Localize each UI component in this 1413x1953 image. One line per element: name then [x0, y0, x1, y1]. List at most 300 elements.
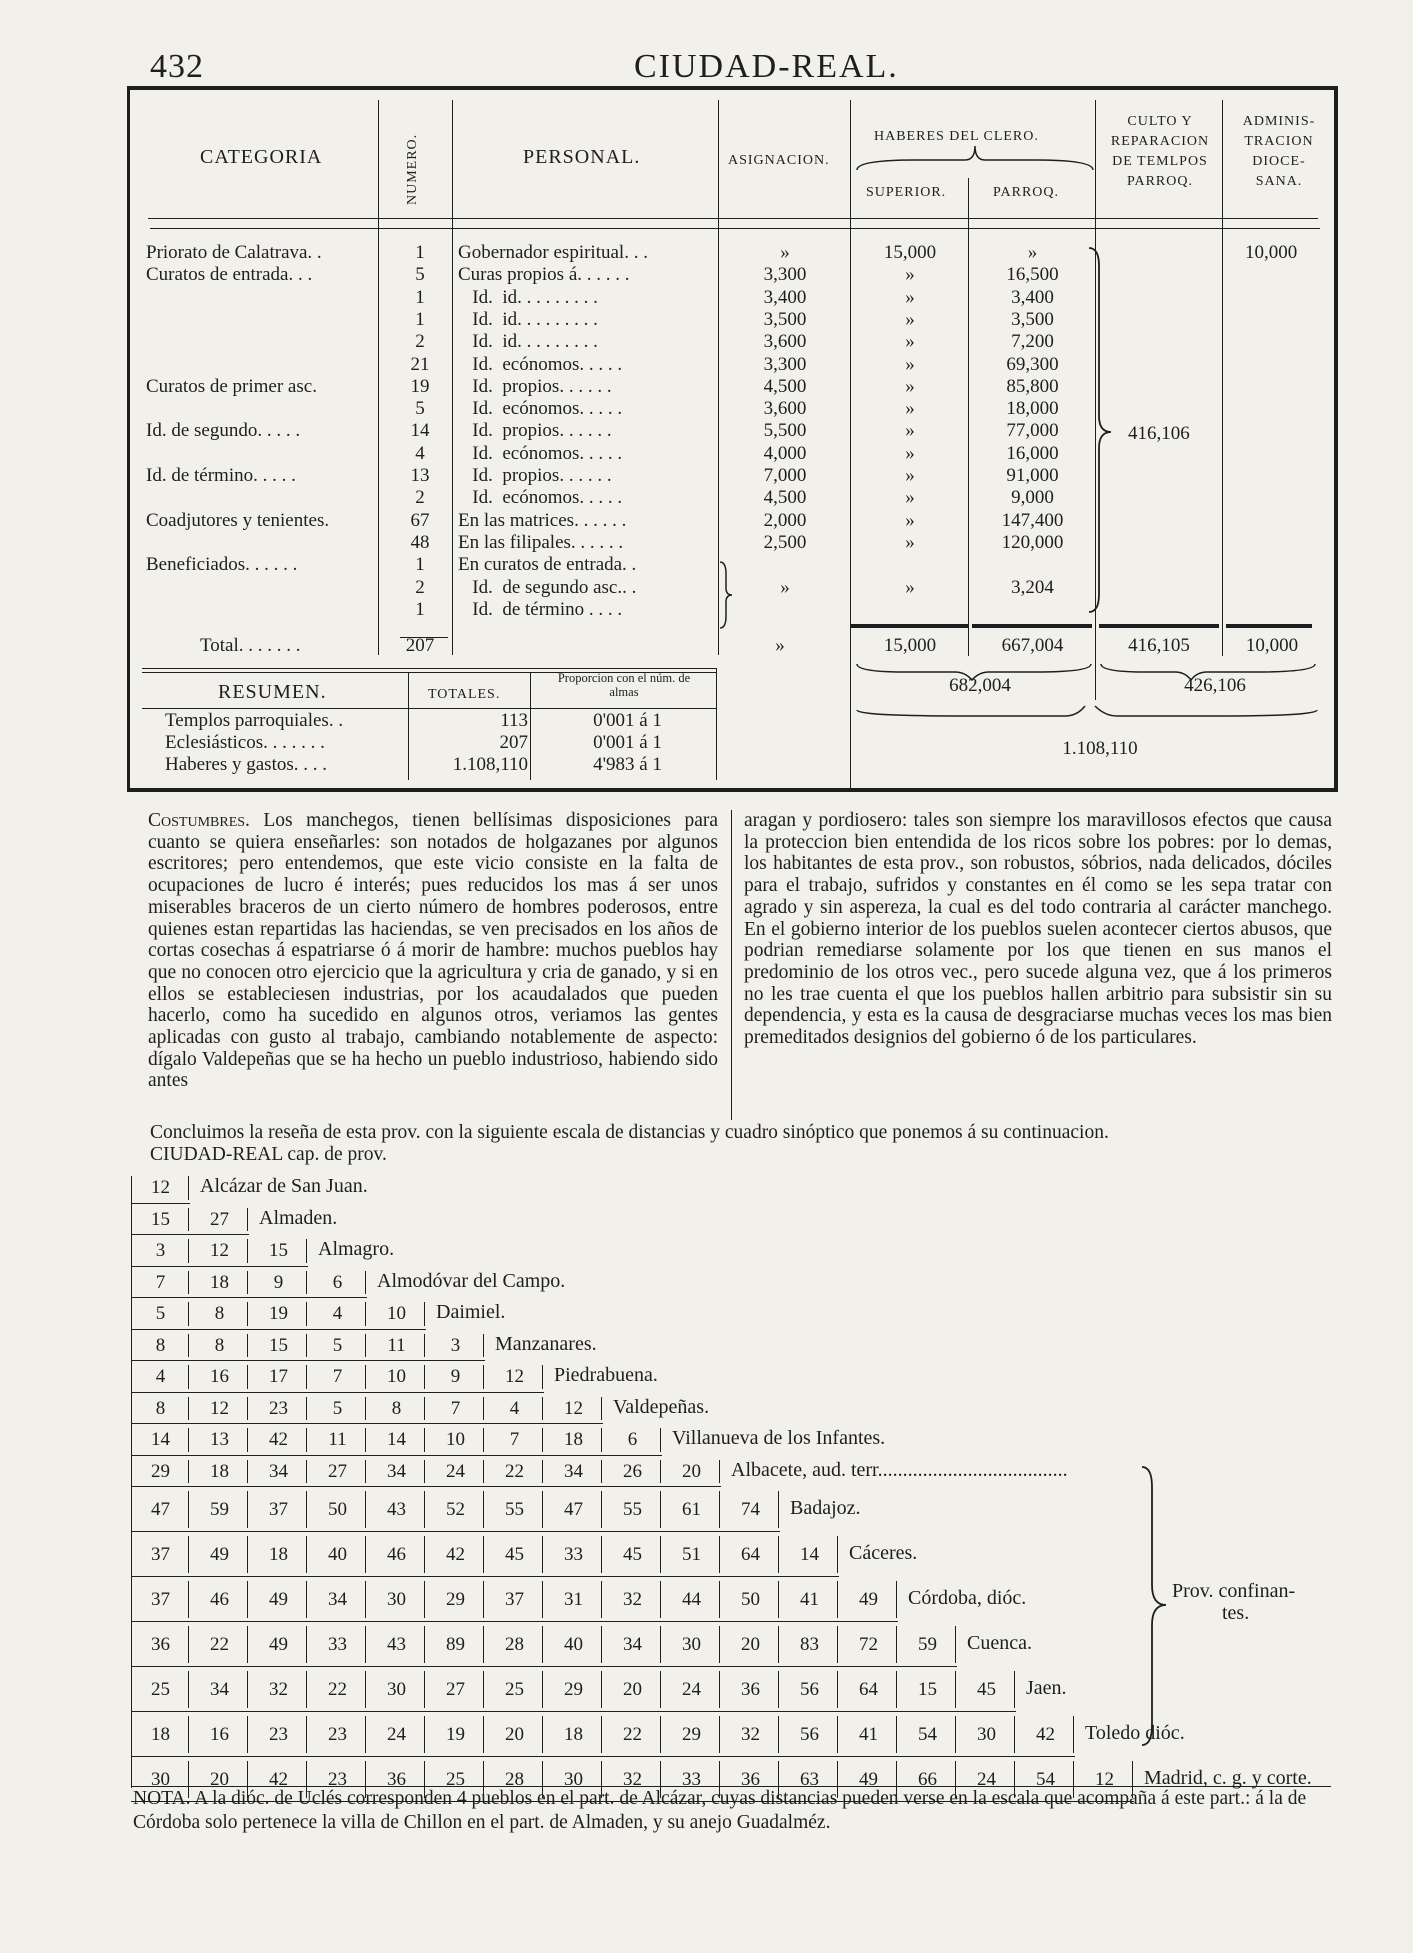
scale-row: [0, 1361, 1200, 1393]
resumen-proporcion-line: almas: [609, 685, 639, 699]
scale-distance: 47: [564, 1499, 583, 1520]
scale-separator: [365, 1334, 366, 1358]
scale-separator: [542, 1581, 543, 1618]
header-rule: [150, 228, 1320, 229]
scale-distance: 32: [623, 1589, 642, 1610]
scale-separator: [601, 1626, 602, 1663]
scale-town-name: Córdoba, dióc.: [908, 1587, 1027, 1609]
scale-distance: 89: [446, 1634, 465, 1655]
row-category: Beneficiados. . . . . .: [146, 554, 298, 576]
row-personal: Id. id. . . . . . . . .: [458, 286, 598, 308]
scale-separator: [542, 1365, 543, 1389]
row-parroquial: 3,400: [1011, 286, 1054, 308]
scale-distance: 15: [269, 1334, 288, 1356]
scale-distance: 34: [387, 1460, 406, 1482]
scale-distance: 9: [273, 1271, 284, 1293]
row-number: 1: [415, 598, 425, 620]
scale-separator: [247, 1334, 248, 1358]
scale-distance: 16: [210, 1724, 229, 1745]
scale-separator: [483, 1716, 484, 1753]
scale-separator: [188, 1176, 189, 1200]
total-asig: »: [775, 635, 785, 656]
scale-separator: [306, 1491, 307, 1528]
scale-separator: [542, 1460, 543, 1484]
scale-distance: 30: [387, 1589, 406, 1610]
scale-town-name: Almodóvar del Campo.: [377, 1269, 566, 1292]
scale-distance: 36: [741, 1679, 760, 1700]
scale-separator: [247, 1239, 248, 1263]
scale-distance: 30: [151, 1769, 170, 1790]
row-asignacion: »: [780, 576, 790, 598]
row-superior: »: [905, 465, 915, 486]
row-number: 4: [415, 442, 425, 464]
row-category: Id. de segundo. . . . .: [146, 420, 301, 442]
scale-distance: 18: [210, 1460, 229, 1482]
scale-town-name: Villanueva de los Infantes.: [672, 1427, 886, 1449]
scale-distance: 83: [800, 1634, 819, 1655]
scale-separator: [306, 1397, 307, 1421]
scale-separator: [778, 1581, 779, 1618]
scale-distance: 34: [328, 1589, 347, 1610]
scale-distance: 55: [623, 1499, 642, 1520]
resumen-divider: [716, 668, 717, 780]
scale-distance: 55: [505, 1499, 524, 1520]
total-rule: [1226, 624, 1312, 628]
scale-distance: 8: [214, 1334, 225, 1356]
scale-distance: 30: [564, 1769, 583, 1790]
row-asignacion: 5,500: [763, 420, 807, 442]
row-personal: Gobernador espiritual. . .: [458, 242, 648, 263]
scale-distance: 74: [741, 1499, 760, 1520]
scale-distance: 3: [450, 1334, 461, 1356]
scale-distance: 7: [450, 1397, 461, 1419]
scale-separator: [247, 1626, 248, 1663]
scale-distance: 28: [505, 1634, 524, 1655]
row-parroquial: 3,500: [1011, 308, 1054, 330]
row-superior: »: [905, 331, 915, 353]
scale-separator: [188, 1428, 189, 1452]
resumen-total: 1.108,110: [452, 754, 528, 775]
scale-separator: [542, 1536, 543, 1573]
scale-distance: 22: [328, 1679, 347, 1700]
row-parroquial: 16,000: [1006, 442, 1059, 464]
total-rule: [972, 624, 1092, 628]
scale-distance: 14: [151, 1429, 170, 1450]
scale-row: [0, 1456, 1200, 1488]
scale-distance: 4: [155, 1366, 166, 1387]
row-superior: »: [905, 264, 915, 286]
scale-distance: 11: [387, 1334, 406, 1356]
conclusion: Concluimos la reseña de esta prov. con la siguiente escala de distancias y cuadro sinóptico que ponemos á su continuacion.: [150, 1122, 1109, 1143]
resumen-proportion: 0'001 á 1: [593, 710, 662, 731]
header-admin: [1224, 112, 1334, 192]
row-personal: Id. propios. . . . . .: [458, 375, 612, 397]
row-asignacion: 3,600: [763, 331, 807, 353]
scale-distance: 49: [269, 1634, 288, 1655]
scale-distance: 36: [151, 1634, 170, 1655]
scale-distance: 32: [741, 1724, 760, 1745]
scale-distance: 23: [269, 1397, 288, 1419]
row-personal: En curatos de entrada. .: [458, 554, 637, 576]
scale-separator: [719, 1491, 720, 1528]
scale-distance: 20: [741, 1634, 760, 1655]
scale-distance: 8: [155, 1334, 166, 1356]
scale-separator: [188, 1491, 189, 1528]
row-personal: Id. de término . . . .: [458, 598, 623, 620]
row-superior: »: [905, 576, 915, 598]
resumen-totales: TOTALES.: [428, 687, 501, 702]
scale-separator: [601, 1581, 602, 1618]
scale-distance: 12: [505, 1366, 524, 1387]
scale-town-name: Piedrabuena.: [554, 1364, 658, 1386]
scale-town-name: Alcázar de San Juan.: [200, 1175, 368, 1197]
resumen-proporcion: [532, 671, 716, 699]
scale-separator: [601, 1671, 602, 1708]
scale-distance: 14: [800, 1544, 819, 1565]
culto-value: 416,106: [1128, 423, 1190, 444]
prov-brace: [1140, 1465, 1170, 1747]
resumen-total: 113: [500, 710, 528, 731]
scale-separator: [247, 1536, 248, 1573]
total-culto: 416,105: [1128, 635, 1190, 656]
scale-separator: [306, 1581, 307, 1618]
row-parroquial: 85,800: [1006, 375, 1059, 397]
scale-separator: [306, 1271, 307, 1295]
scale-distance: 33: [564, 1544, 583, 1565]
scale-separator: [719, 1460, 720, 1484]
row-parroquial: 7,200: [1011, 331, 1054, 353]
scale-row: [0, 1622, 1200, 1667]
scale-separator: [778, 1491, 779, 1528]
scale-distance: 11: [328, 1429, 347, 1450]
scale-distance: 27: [210, 1208, 229, 1230]
scale-separator: [365, 1671, 366, 1708]
scale-distance: 42: [269, 1769, 288, 1790]
scale-distance: 14: [387, 1429, 406, 1450]
scale-row: [0, 1424, 1200, 1456]
scale-separator: [660, 1626, 661, 1663]
row-number: 19: [410, 375, 430, 397]
scale-separator: [837, 1626, 838, 1663]
scale-separator: [719, 1626, 720, 1663]
total-rule: [1099, 624, 1219, 628]
scale-distance: 41: [800, 1589, 819, 1610]
row-asignacion: 3,300: [763, 353, 807, 375]
haberes-brace: [855, 142, 1095, 172]
scale-distance: 44: [682, 1589, 701, 1610]
scale-distance: 30: [682, 1634, 701, 1655]
scale-separator: [778, 1671, 779, 1708]
row-parroquial: 91,000: [1006, 465, 1059, 486]
row-superior: »: [905, 509, 915, 531]
scale-separator: [778, 1626, 779, 1663]
scale-separator: [424, 1460, 425, 1484]
scale-distance: 23: [328, 1724, 347, 1745]
row-personal: Id. propios. . . . . .: [458, 420, 612, 442]
scale-separator: [778, 1536, 779, 1573]
scale-separator: [601, 1536, 602, 1573]
scale-separator: [247, 1491, 248, 1528]
resumen-title: RESUMEN.: [218, 681, 327, 703]
scale-separator: [306, 1716, 307, 1753]
scale-distance: 33: [682, 1769, 701, 1790]
resumen-label: Haberes y gastos. . . .: [165, 754, 327, 775]
scale-distance: 6: [627, 1429, 638, 1450]
scale-separator: [306, 1302, 307, 1326]
scale-distance: 32: [623, 1769, 642, 1790]
scale-row: [0, 1532, 1200, 1577]
row-asignacion: 3,300: [763, 264, 807, 286]
row-superior: »: [905, 286, 915, 308]
header-admin-line: DIOCE-: [1252, 154, 1306, 169]
header-admin-line: TRACION: [1244, 134, 1314, 149]
scale-distance: 42: [1036, 1724, 1055, 1745]
scale-distance: 5: [332, 1397, 343, 1419]
scale-distance: 37: [269, 1499, 288, 1520]
scale-distance: 42: [269, 1429, 288, 1450]
scale-distance: 10: [446, 1429, 465, 1450]
row-asignacion: 2,000: [763, 509, 807, 531]
scale-separator: [483, 1536, 484, 1573]
scale-separator: [837, 1536, 838, 1573]
scale-distance: 49: [859, 1769, 878, 1790]
scale-distance: 15: [269, 1240, 288, 1261]
scale-separator: [542, 1626, 543, 1663]
row-asignacion: 3,500: [763, 308, 807, 330]
scale-separator: [896, 1671, 897, 1708]
row-number: 2: [415, 487, 425, 509]
scale-distance: 72: [859, 1634, 878, 1655]
scale-separator: [542, 1671, 543, 1708]
scale-distance: 12: [210, 1397, 229, 1419]
total-sup: 15,000: [883, 635, 937, 656]
scale-separator: [306, 1428, 307, 1452]
scale-separator: [365, 1581, 366, 1618]
scale-distance: 6: [332, 1271, 343, 1293]
scale-separator: [660, 1581, 661, 1618]
header-culto-line: DE TEMLPOS: [1112, 154, 1208, 169]
prov-label-line: Prov. confinan-: [1172, 1580, 1296, 1602]
scale-distance: 13: [210, 1429, 229, 1450]
scale-separator: [896, 1581, 897, 1618]
scale-separator: [247, 1302, 248, 1326]
row-category: Curatos de primer asc.: [146, 375, 317, 397]
scale-row: [0, 1204, 1200, 1236]
scale-separator: [660, 1491, 661, 1528]
scale-distance: 5: [155, 1303, 166, 1324]
scale-distance: 19: [446, 1724, 465, 1745]
total-num: 207: [405, 635, 435, 656]
row-superior: »: [905, 420, 915, 442]
scale-separator: [542, 1397, 543, 1421]
scale-distance: 20: [682, 1460, 701, 1482]
row-superior: »: [905, 353, 915, 375]
scale-separator: [896, 1716, 897, 1753]
scale-town-name: Almaden.: [259, 1206, 338, 1229]
row-number: 1: [415, 308, 425, 330]
header-haberes: HABERES DEL CLERO.: [874, 129, 1039, 144]
scale-town-name: Jaen.: [1026, 1677, 1067, 1699]
scale-distance: 31: [564, 1589, 583, 1610]
row-superior: »: [905, 487, 915, 509]
scale-distance: 46: [387, 1544, 406, 1565]
row-parroquial: 147,400: [1001, 509, 1064, 531]
row-category: Curatos de entrada. . .: [146, 264, 313, 286]
row-personal: Id. ecónomos. . . . .: [458, 442, 623, 464]
page-title: CIUDAD-REAL.: [634, 48, 899, 85]
costumbres-col1: [148, 810, 718, 1092]
scale-separator: [365, 1460, 366, 1484]
scale-separator: [365, 1397, 366, 1421]
scale-distance: 7: [509, 1429, 520, 1450]
scale-distance: 27: [328, 1460, 347, 1482]
header-culto-line: REPARACION: [1110, 134, 1210, 149]
row-category: Coadjutores y tenientes.: [146, 509, 330, 531]
scale-separator: [719, 1671, 720, 1708]
scale-distance: 8: [155, 1397, 166, 1419]
scale-town-name: Cáceres.: [849, 1542, 918, 1564]
scale-separator: [1014, 1671, 1015, 1708]
scale-distance: 56: [800, 1679, 819, 1700]
scale-distance: 20: [623, 1679, 642, 1700]
header-parroq: PARROQ.: [993, 185, 1060, 200]
scale-distance: 18: [210, 1271, 229, 1293]
scale-separator: [837, 1581, 838, 1618]
scale-separator: [306, 1239, 307, 1263]
scale-separator: [188, 1626, 189, 1663]
costumbres-col2: [744, 810, 1332, 1049]
row-number: 1: [415, 554, 425, 576]
scale-town-name: Valdepeñas.: [613, 1395, 710, 1418]
scale-separator: [719, 1716, 720, 1753]
scale-separator: [660, 1671, 661, 1708]
scale-distance: 34: [269, 1460, 288, 1482]
resumen-rule: [142, 708, 717, 709]
row-number: 67: [410, 509, 430, 531]
scale-separator: [247, 1271, 248, 1295]
scale-distance: 49: [269, 1589, 288, 1610]
scale-separator: [365, 1428, 366, 1452]
scale-distance: 4: [509, 1397, 520, 1419]
scale-separator: [247, 1397, 248, 1421]
scale-separator: [188, 1365, 189, 1389]
row-number: 14: [410, 420, 430, 442]
scale-separator: [188, 1716, 189, 1753]
nota: NOTA. A la dióc. de Uclés corresponden 4 pueblos en el part. de Alcázar, cuyas distancias pueden verse en la escala que acompaña á este part.: á la de Córdoba solo pertenece la villa de Chillon en el part. de Almaden, y su anejo Guadalméz.: [133, 1788, 1307, 1833]
costumbres-lead: Costumbres.: [148, 810, 250, 831]
row-superior: »: [905, 398, 915, 420]
scale-distance: 49: [859, 1589, 878, 1610]
row-personal: Id. ecónomos. . . . .: [458, 398, 623, 420]
row-parroquial: 18,000: [1006, 398, 1059, 420]
row-category: Id. de término. . . . .: [146, 465, 296, 486]
scale-separator: [247, 1460, 248, 1484]
scale-distance: 5: [332, 1334, 343, 1356]
scale-distance: 51: [682, 1544, 701, 1565]
scale-distance: 32: [269, 1679, 288, 1700]
scale-separator: [247, 1671, 248, 1708]
header-personal: PERSONAL.: [523, 146, 641, 168]
scale-distance: 12: [564, 1397, 583, 1419]
row-superior: »: [905, 442, 915, 464]
col-divider: [850, 100, 851, 788]
scale-distance: 29: [446, 1589, 465, 1610]
scale-distance: 27: [446, 1679, 465, 1700]
row-number: 5: [415, 264, 425, 286]
scale-distance: 52: [446, 1499, 465, 1520]
scale-separator: [483, 1397, 484, 1421]
scale-distance: 37: [151, 1589, 170, 1610]
row-asignacion: »: [780, 242, 790, 263]
scale-distance: 37: [505, 1589, 524, 1610]
scale-distance: 34: [210, 1679, 229, 1700]
scale-separator: [483, 1671, 484, 1708]
row-personal: Id. id. . . . . . . . .: [458, 308, 598, 330]
row-personal: Id. ecónomos. . . . .: [458, 487, 623, 509]
total-parr: 667,004: [1001, 635, 1064, 656]
scale-distance: 36: [387, 1769, 406, 1790]
scale-separator: [837, 1671, 838, 1708]
scale-distance: 23: [269, 1724, 288, 1745]
total-label: Total. . . . . . .: [200, 635, 301, 656]
row-number: 2: [415, 331, 425, 353]
page-number: 432: [150, 48, 204, 85]
scale-separator: [424, 1626, 425, 1663]
scale-separator: [365, 1271, 366, 1295]
scale-distance: 50: [328, 1499, 347, 1520]
scale-distance: 12: [1095, 1769, 1114, 1790]
prov-label-line: tes.: [1222, 1602, 1250, 1624]
scale-separator: [424, 1671, 425, 1708]
scale-distance: 41: [859, 1724, 878, 1745]
scale-separator: [660, 1716, 661, 1753]
scale-distance: 10: [387, 1303, 406, 1324]
scale-row: [0, 1235, 1200, 1267]
scale-separator: [837, 1716, 838, 1753]
scale-separator: [188, 1208, 189, 1232]
scale-distance: 47: [151, 1499, 170, 1520]
scale-row: [0, 1712, 1200, 1757]
scale-separator: [188, 1536, 189, 1573]
resumen-divider: [530, 672, 531, 780]
scale-distance: 4: [332, 1303, 343, 1324]
scale-distance: 42: [446, 1544, 465, 1565]
row-personal: Id. id. . . . . . . . .: [458, 331, 598, 353]
header-culto: [1098, 112, 1222, 192]
scale-distance: 24: [682, 1679, 701, 1700]
row-number: 5: [415, 398, 425, 420]
scale-separator: [188, 1239, 189, 1263]
scale-distance: 18: [564, 1429, 583, 1450]
total-admin: 10,000: [1245, 635, 1299, 656]
scale-row: [0, 1267, 1200, 1299]
scale-distance: 54: [1036, 1769, 1055, 1790]
scale-separator: [542, 1428, 543, 1452]
scale-separator: [247, 1716, 248, 1753]
scale-distance: 23: [328, 1769, 347, 1790]
header-admin-line: ADMINIS-: [1242, 114, 1316, 129]
scale-distance: 40: [564, 1634, 583, 1655]
resumen-rule: [142, 668, 717, 669]
resumen-divider: [408, 672, 409, 780]
scale-separator: [542, 1491, 543, 1528]
row-asignacion: 2,500: [763, 531, 807, 553]
grand-total: 1.108,110: [1062, 738, 1138, 759]
scale-separator: [660, 1460, 661, 1484]
scale-distance: 33: [328, 1634, 347, 1655]
prov-label: [1172, 1580, 1295, 1624]
scale-separator: [660, 1428, 661, 1452]
